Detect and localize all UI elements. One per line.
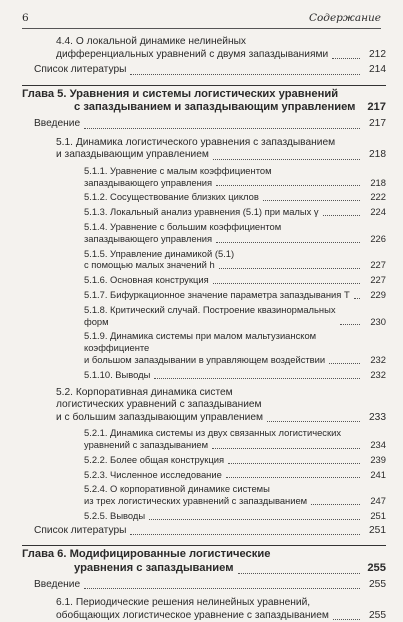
toc-entry-title-line: и запаздывающим управлением <box>56 149 209 161</box>
toc-entry <box>22 469 386 481</box>
dot-leader <box>226 477 360 478</box>
toc-entry-title-line: дифференциальных уравнений с двумя запаздываниями <box>56 48 329 60</box>
toc-page-number: 217 <box>369 117 386 129</box>
toc-entry-title-line: Список литературы <box>34 524 127 536</box>
toc-page-number: 251 <box>369 524 386 536</box>
toc-entry-title-line: 5.1.8. Критический случай. Построение квазинормальных форм <box>84 303 336 327</box>
toc-page-number: 255 <box>369 609 386 621</box>
toc-page-number: 247 <box>370 495 386 507</box>
dot-leader <box>84 128 360 129</box>
toc-entry-title-line: 4.4. О локальной динамике нелинейных <box>56 36 247 47</box>
toc-entry <box>22 427 386 451</box>
toc-page-number: 222 <box>370 191 386 203</box>
running-title: Содержание <box>308 12 381 24</box>
toc-page-number: 217 <box>367 101 386 114</box>
dot-leader <box>130 74 360 75</box>
dot-leader <box>340 324 360 325</box>
toc-entry-title-line: 5.1.4. Уравнение с большим коэффициентом <box>84 220 282 232</box>
toc-entry <box>22 579 386 592</box>
dot-leader <box>216 185 360 186</box>
toc-page-number: 227 <box>370 259 386 271</box>
toc-entry-title-line: запаздывающего управления <box>84 176 213 188</box>
toc-entry-title-line: 5.1.7. Бифуркационное значение параметра запаздывания T <box>84 288 350 300</box>
toc-page-number: 255 <box>369 578 386 590</box>
toc-page-number: 241 <box>370 468 386 480</box>
dot-leader <box>213 283 360 284</box>
page-number: 6 <box>22 12 29 24</box>
toc-entry <box>22 274 386 286</box>
running-header <box>22 12 381 29</box>
toc-entry-title-line: с помощью малых значений h <box>84 259 215 271</box>
toc-entry-title-line: Глава 5. Уравнения и системы логистических уравнений <box>22 87 339 100</box>
dot-leader <box>130 534 360 535</box>
dot-leader <box>216 242 360 243</box>
toc-page-number: 255 <box>367 562 386 575</box>
toc-entry-title-line: 5.2.5. Выводы <box>84 510 146 522</box>
dot-leader <box>149 519 360 520</box>
toc-entry <box>22 304 386 328</box>
dot-leader <box>311 504 360 505</box>
toc-entry-title-line: с запаздыванием и запаздывающим управлением <box>74 101 356 114</box>
toc-entry-title-line: 5.2.1. Динамика системы из двух связанных логистических <box>84 427 342 439</box>
toc-page-number: 227 <box>370 274 386 286</box>
toc-page-number: 251 <box>370 510 386 522</box>
toc-entry <box>22 118 386 131</box>
chapter-divider <box>22 85 386 86</box>
toc-entry <box>22 137 386 162</box>
toc-entry-title-line: и большом запаздывании в управляющем воздействии <box>84 353 326 365</box>
toc-entry-title-line: 5.2.3. Численное исследование <box>84 468 222 480</box>
dot-leader <box>332 58 360 59</box>
toc-page-number: 224 <box>370 206 386 218</box>
toc-entry-title-line: 5.1.6. Основная конструкция <box>84 274 209 286</box>
toc-entry <box>22 36 386 61</box>
toc-page-number: 234 <box>370 439 386 451</box>
toc-entry <box>22 191 386 203</box>
toc-entry-title-line: 5.1. Динамика логистического уравнения с запаздыванием <box>56 136 336 148</box>
toc-chapter-entry <box>22 84 386 115</box>
toc-entry-title-line: 5.2.2. Более общая конструкция <box>84 453 225 465</box>
toc-entry <box>22 454 386 466</box>
dot-leader <box>154 378 360 379</box>
dot-leader <box>354 298 360 299</box>
toc-page-number: 232 <box>370 368 386 380</box>
dot-leader <box>228 463 360 464</box>
toc-entry-title-line: Введение <box>34 578 81 590</box>
toc-entry <box>22 64 386 77</box>
dot-leader <box>263 200 360 201</box>
toc-entry-title-line: обобщающих логистическое уравнение с запаздыванием <box>56 609 329 621</box>
toc-entry-title-line: Глава 6. Модифицированные логистические <box>22 548 271 561</box>
toc-entry-title-line: 5.1.10. Выводы <box>84 368 151 380</box>
toc-page-number: 214 <box>369 64 386 76</box>
dot-leader <box>212 448 360 449</box>
dot-leader <box>267 421 360 422</box>
toc-entry-title-line: из трех логистических уравнений с запаздыванием <box>84 495 308 507</box>
toc-entry <box>22 330 386 365</box>
toc-entry <box>22 369 386 381</box>
toc-entry-title-line: логистических уравнений с запаздыванием <box>56 399 262 411</box>
toc-entry-title-line: 5.1.1. Уравнение с малым коэффициентом <box>84 164 272 176</box>
toc-page-number: 226 <box>370 232 386 244</box>
dot-leader <box>84 588 360 589</box>
dot-leader <box>329 363 360 364</box>
toc-entry-title-line: 6.1. Периодические решения нелинейных уравнений, <box>56 597 311 609</box>
toc-entry-title-line: уравнения с запаздыванием <box>74 562 234 575</box>
toc-entry <box>22 483 386 507</box>
table-of-contents <box>22 36 386 622</box>
toc-entry-title-line: 5.1.5. Управление динамикой (5.1) <box>84 247 235 259</box>
toc-entry <box>22 387 386 425</box>
toc-page-number: 218 <box>369 149 386 161</box>
toc-entry <box>22 525 386 538</box>
toc-page-number: 218 <box>370 176 386 188</box>
toc-entry <box>22 206 386 218</box>
toc-entry <box>22 597 386 622</box>
toc-entry-title-line: и с большим запаздывающим управлением <box>56 411 264 423</box>
toc-chapter-entry <box>22 544 386 575</box>
toc-entry-title-line: Список литературы <box>34 64 127 76</box>
toc-page-number: 230 <box>370 315 386 327</box>
toc-entry-title-line: уравнений с запаздыванием <box>84 439 209 451</box>
toc-entry <box>22 221 386 245</box>
toc-page-number: 239 <box>370 453 386 465</box>
chapter-divider <box>22 545 386 546</box>
toc-entry-title-line: Введение <box>34 117 81 129</box>
toc-page-number: 232 <box>370 353 386 365</box>
toc-entry-title-line: 5.2. Корпоративная динамика систем <box>56 386 233 398</box>
toc-entry-title-line: 5.1.9. Динамика системы при малом мальтузианском коэффициенте <box>84 330 317 354</box>
toc-page-number: 229 <box>370 288 386 300</box>
toc-entry-title-line: 5.1.3. Локальный анализ уравнения (5.1) при малых γ <box>84 206 319 218</box>
dot-leader <box>238 573 361 574</box>
toc-entry-title-line: запаздывающего управления <box>84 232 213 244</box>
toc-page-number: 212 <box>369 48 386 60</box>
dot-leader <box>333 619 360 620</box>
toc-entry <box>22 289 386 301</box>
toc-entry <box>22 248 386 272</box>
toc-entry-title-line: 5.2.4. О корпоративной динамике системы <box>84 483 270 495</box>
dot-leader <box>323 215 360 216</box>
toc-entry <box>22 510 386 522</box>
dot-leader <box>219 268 360 269</box>
toc-entry <box>22 165 386 189</box>
toc-page-number: 233 <box>369 411 386 423</box>
toc-entry-title-line: 5.1.2. Сосуществование близких циклов <box>84 191 259 203</box>
dot-leader <box>213 159 360 160</box>
